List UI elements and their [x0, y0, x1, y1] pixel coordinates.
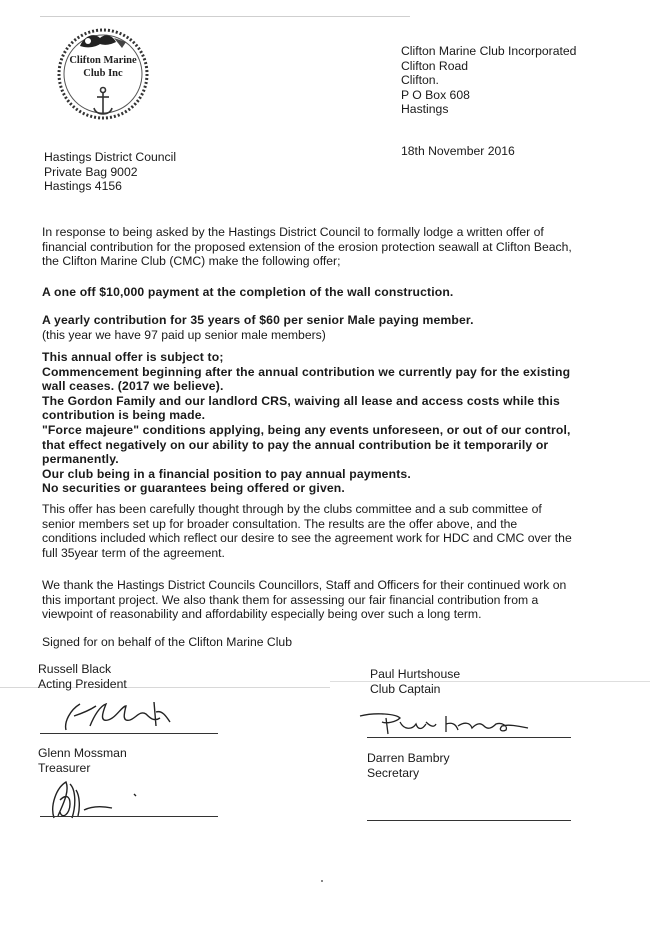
consultation-line: conditions included which reflect our desire to see the agreement work for HDC and CMC over the: [42, 531, 572, 546]
logo-line-1: Clifton Marine: [69, 55, 137, 66]
signatory-name: Paul Hurtshouse: [370, 667, 461, 681]
sender-address: [401, 44, 576, 117]
condition-line: permanently.: [42, 452, 119, 467]
condition-line: No securities or guarantees being offered or given.: [42, 481, 345, 496]
consultation-line: This offer has been carefully thought through by the clubs committee and a sub committee of: [42, 502, 542, 516]
signature-line-darren: [367, 820, 571, 821]
condition-line: wall ceases. (2017 we believe).: [42, 379, 224, 394]
signature-line-russell: [40, 733, 218, 734]
signatory-title: Secretary: [367, 765, 420, 780]
intro-line: the Clifton Marine Club (CMC) make the following offer;: [42, 254, 341, 269]
sender-line: P O Box 608: [401, 87, 470, 102]
signatory-name: Glenn Mossman: [38, 746, 127, 760]
signatory-paul: [370, 667, 460, 696]
signature-russell: [50, 696, 180, 736]
condition-line: contribution is being made.: [42, 408, 206, 423]
thanks-line: viewpoint of reasonability and affordability especially being over such a long term.: [42, 607, 482, 622]
conditions-block: [42, 350, 571, 496]
intro-paragraph: [42, 225, 572, 269]
anchor-icon: [94, 88, 112, 115]
consultation-paragraph: [42, 502, 572, 560]
signatory-darren: [367, 751, 450, 780]
signatory-glenn: [38, 746, 127, 775]
offer-one-off: A one off $10,000 payment at the completion of the wall construction.: [42, 285, 454, 299]
club-logo: [54, 24, 152, 124]
signatory-title: Acting President: [38, 676, 127, 691]
condition-line: Commencement beginning after the annual contribution we currently pay for the existing: [42, 364, 571, 379]
signature-line-paul: [367, 737, 571, 738]
signatory-title: Club Captain: [370, 681, 441, 696]
condition-line: The Gordon Family and our landlord CRS, waiving all lease and access costs while this: [42, 393, 560, 408]
signatory-name: Darren Bambry: [367, 751, 450, 765]
logo-line-2: Club Inc: [83, 68, 123, 79]
condition-line: This annual offer is subject to;: [42, 350, 224, 364]
signatory-russell: [38, 662, 127, 691]
scan-artifact-top: [40, 16, 410, 17]
thanks-paragraph: [42, 578, 567, 622]
sender-line: Clifton.: [401, 73, 439, 88]
letter-date: 18th November 2016: [401, 144, 515, 158]
recipient-address: [44, 150, 176, 194]
condition-line: Our club being in a financial position to pay annual payments.: [42, 466, 411, 481]
consultation-line: senior members set up for broader consultation. The results are the offer above, and the: [42, 516, 518, 531]
thanks-line: this important project. We also thank them for assessing our fair financial contribution from a: [42, 592, 539, 607]
sender-line: Clifton Marine Club Incorporated: [401, 44, 577, 58]
intro-line: financial contribution for the proposed extension of the erosion protection seawall at Clifton Beach,: [42, 239, 572, 254]
recipient-line: Hastings District Council: [44, 150, 177, 164]
logo-text: [54, 54, 152, 80]
consultation-line: full 35year term of the agreement.: [42, 545, 225, 560]
offer-yearly-line-1: A yearly contribution for 35 years of $60 per senior Male paying member.: [42, 313, 474, 327]
thanks-line: We thank the Hastings District Councils Councillors, Staff and Officers for their continued work on: [42, 578, 567, 592]
sender-line: Clifton Road: [401, 58, 469, 73]
signatory-title: Treasurer: [38, 760, 91, 775]
condition-line: that effect negatively on our ability to pay the annual contribution be it temporarily or: [42, 437, 549, 452]
recipient-line: Private Bag 9002: [44, 164, 138, 179]
signature-line-glenn: [40, 816, 218, 817]
recipient-line: Hastings 4156: [44, 179, 122, 194]
offer-yearly-line-2: (this year we have 97 paid up senior male members): [42, 327, 326, 342]
signatory-name: Russell Black: [38, 662, 112, 676]
offer-yearly: [42, 313, 562, 342]
signature-paul: [356, 708, 536, 738]
sender-line: Hastings: [401, 102, 449, 117]
condition-line: "Force majeure" conditions applying, being any events unforeseen, or out of our control,: [42, 422, 571, 437]
signed-for-line: Signed for on behalf of the Clifton Marine Club: [42, 635, 292, 649]
intro-line: In response to being asked by the Hastings District Council to formally lodge a written offer of: [42, 225, 544, 239]
scan-dot: [321, 880, 323, 882]
